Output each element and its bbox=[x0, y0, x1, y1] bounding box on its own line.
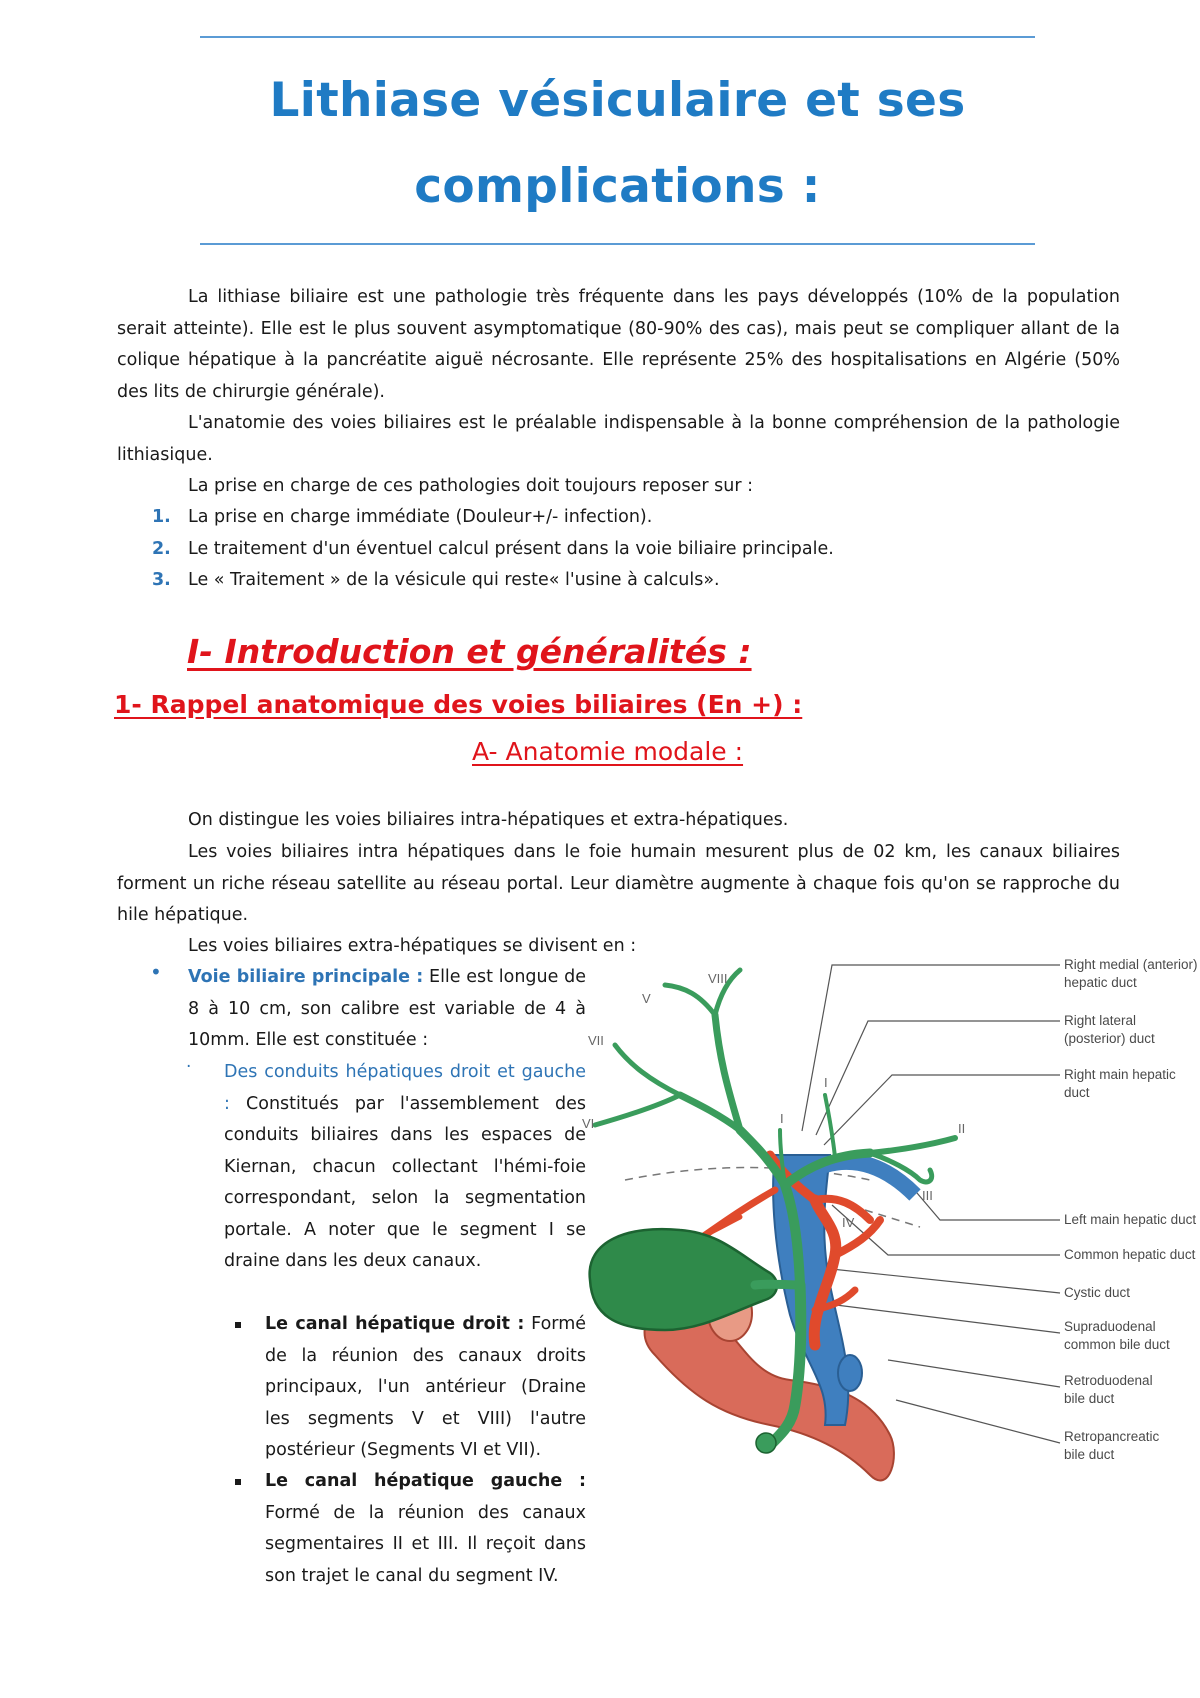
segment-label: I bbox=[780, 1111, 784, 1126]
segment-label: VI bbox=[582, 1116, 595, 1131]
figure-label: Left main hepatic duct bbox=[1064, 1212, 1197, 1227]
figure-label: Supraduodenal bbox=[1064, 1319, 1156, 1334]
figure-label: common bile duct bbox=[1064, 1337, 1170, 1352]
title-top-rule bbox=[200, 36, 1035, 38]
left-hepatic-text: Formé de la réunion des canaux segmentaires II et III. Il reçoit dans son trajet le canal du segment IV. bbox=[265, 1502, 586, 1586]
figure-label: Cystic duct bbox=[1064, 1285, 1131, 1300]
dash-bullet: · bbox=[186, 1057, 192, 1077]
figure-label: (posterior) duct bbox=[1064, 1031, 1155, 1046]
body-paragraph-1: On distingue les voies biliaires intra-hépatiques et extra-hépatiques. bbox=[188, 810, 789, 830]
list-item bbox=[152, 565, 1052, 597]
segment-label: VIII bbox=[708, 971, 728, 986]
care-steps-list bbox=[152, 502, 1052, 597]
portal-vein-section bbox=[838, 1355, 862, 1391]
conduits-label: Des conduits hépatiques droit et gauche : bbox=[224, 1062, 586, 1114]
figure-label: Right main hepatic bbox=[1064, 1067, 1176, 1082]
section-heading-1: I- Introduction et généralités : bbox=[187, 632, 752, 671]
bullet-dot: • bbox=[150, 960, 162, 984]
figure-label: Retropancreatic bbox=[1064, 1429, 1160, 1444]
figure-label: Retroduodenal bbox=[1064, 1373, 1153, 1388]
square-bullet bbox=[235, 1322, 241, 1328]
right-hepatic-text: Formé de la réunion des canaux droits principaux, l'un antérieur (Draine les segments V et VIII) l'autre postérieur (Segments VI et VII). bbox=[265, 1314, 587, 1460]
list-number: 2. bbox=[152, 538, 171, 559]
right-hepatic-paragraph bbox=[265, 1309, 586, 1467]
list-number: 3. bbox=[152, 570, 171, 590]
segment-label: I bbox=[824, 1075, 828, 1090]
vbp-text: Elle est longue de 8 à 10 cm, son calibre est variable de 4 à 10mm. Elle est constituée : bbox=[188, 967, 586, 1050]
list-text: La prise en charge immédiate (Douleur+/- infection). bbox=[188, 507, 653, 527]
right-hepatic-label: Le canal hépatique droit : bbox=[265, 1314, 525, 1334]
page-title-line-1: Lithiase vésiculaire et ses bbox=[269, 73, 966, 128]
left-hepatic-paragraph bbox=[265, 1466, 586, 1592]
figure-label: bile duct bbox=[1064, 1447, 1115, 1462]
segment-label: IV bbox=[842, 1215, 855, 1230]
subsection-heading-1: 1- Rappel anatomique des voies biliaires (En +) : bbox=[114, 690, 803, 719]
body-paragraph-2: Les voies biliaires intra hépatiques dans le foie humain mesurent plus de 02 km, les canaux biliaires forment un riche réseau satellite au réseau portal. Leur diamètre augmente à chaque fois qu'on se rapproche du hile hépatique. bbox=[117, 842, 1120, 925]
figure-label: bile duct bbox=[1064, 1391, 1115, 1406]
intro-paragraph-1: La lithiase biliaire est une pathologie très fréquente dans les pays développés (10% de la population serait atteinte). Elle est le plus souvent asymptomatique (80-90% des cas), mais peut se compliquer allant de la colique hépatique à la pancréatite aiguë nécrosante. Elle représente 25% des hospitalisations en Algérie (50% des lits de chirurgie générale). bbox=[117, 287, 1120, 402]
square-bullet bbox=[235, 1479, 241, 1485]
figure-label: hepatic duct bbox=[1064, 975, 1137, 990]
intro-paragraph-2: L'anatomie des voies biliaires est le préalable indispensable à la bonne compréhension de la pathologie lithiasique. bbox=[117, 413, 1120, 465]
list-item bbox=[152, 534, 1052, 566]
subsubsection-heading-a: A- Anatomie modale : bbox=[472, 737, 744, 766]
conduits-text: Constitués par l'assemblement des conduits biliaires dans les espaces de Kiernan, chacun collectant l'hémi-foie correspondant, selon la segmentation portale. A noter que le segment I se draine dans les deux canaux. bbox=[224, 1093, 586, 1271]
ampulla bbox=[756, 1433, 776, 1453]
segment-label: VII bbox=[588, 1033, 604, 1048]
left-hepatic-label: Le canal hépatique gauche : bbox=[265, 1471, 586, 1491]
segment-label: III bbox=[922, 1188, 933, 1203]
segment-label: II bbox=[958, 1121, 966, 1136]
vbp-paragraph bbox=[188, 962, 586, 1057]
biliary-anatomy-figure bbox=[570, 955, 1200, 1485]
page-title-line-2: complications : bbox=[414, 159, 821, 214]
segment-label: V bbox=[642, 991, 651, 1006]
intro-paragraph-3: La prise en charge de ces pathologies doit toujours reposer sur : bbox=[188, 476, 754, 496]
figure-label: Right lateral bbox=[1064, 1013, 1137, 1028]
list-text: Le traitement d'un éventuel calcul présent dans la voie biliaire principale. bbox=[188, 538, 834, 559]
list-item bbox=[152, 502, 1052, 534]
list-number: 1. bbox=[152, 507, 171, 527]
body-paragraph-3: Les voies biliaires extra-hépatiques se divisent en : bbox=[188, 936, 637, 956]
conduits-paragraph bbox=[224, 1057, 586, 1278]
figure-label: duct bbox=[1064, 1085, 1090, 1100]
figure-label: Right medial (anterior) bbox=[1064, 957, 1198, 972]
vbp-label: Voie biliaire principale : bbox=[188, 967, 424, 987]
list-text: Le « Traitement » de la vésicule qui reste« l'usine à calculs». bbox=[188, 570, 720, 590]
figure-label: Common hepatic duct bbox=[1064, 1247, 1196, 1262]
title-bottom-rule bbox=[200, 243, 1035, 245]
